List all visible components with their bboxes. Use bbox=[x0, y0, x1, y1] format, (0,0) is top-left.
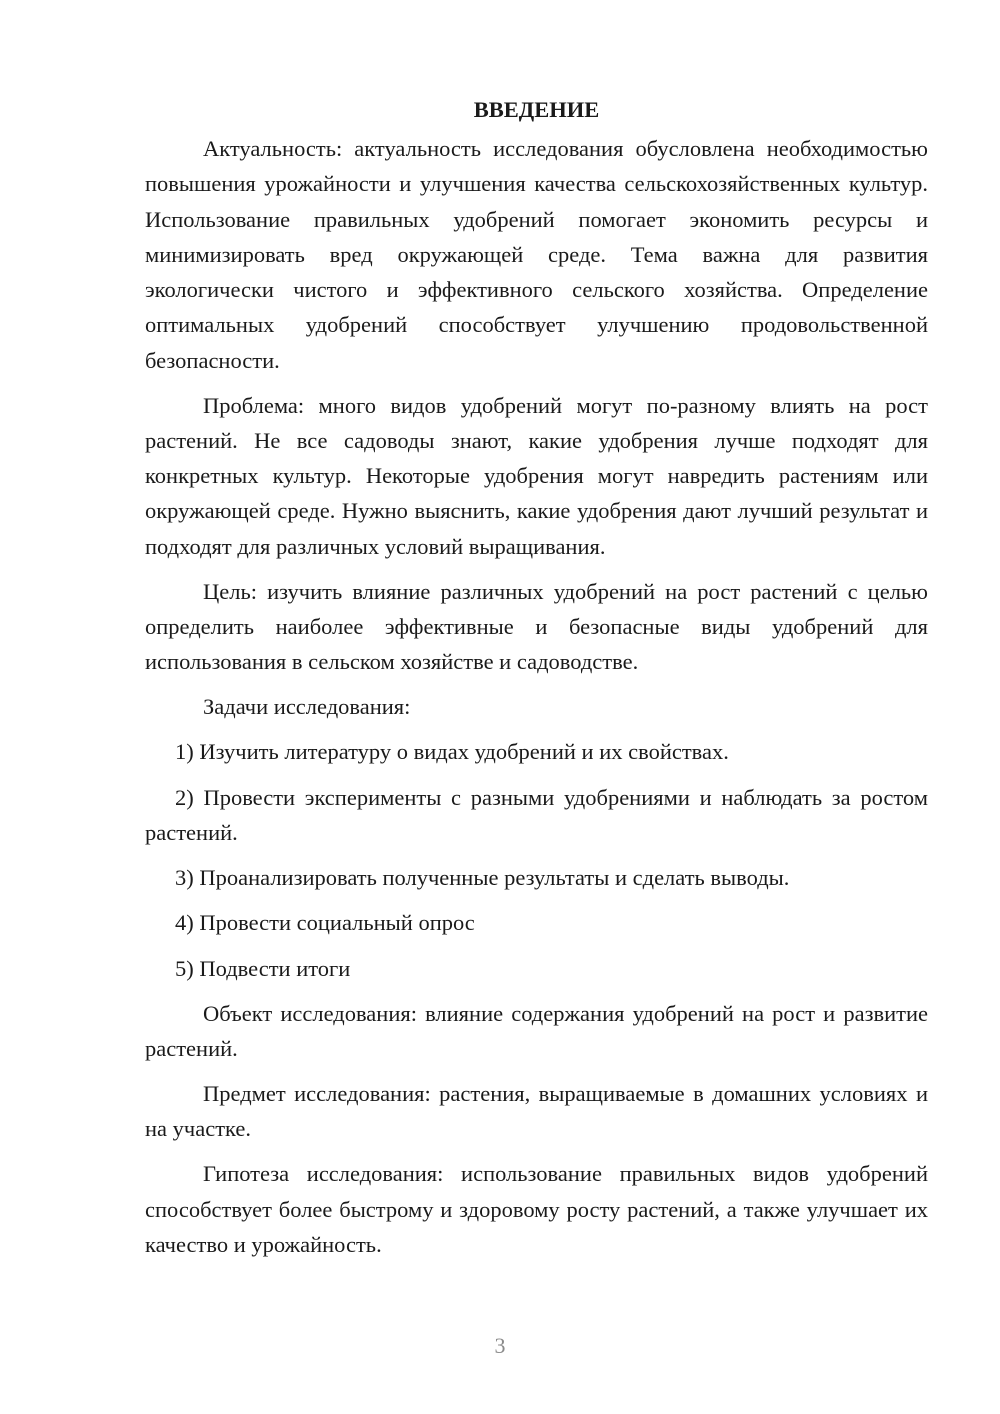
document-page bbox=[145, 92, 928, 1272]
section-title: ВВЕДЕНИЕ bbox=[473, 97, 600, 122]
subject-paragraph: Предмет исследования: растения, выращиваемые в домашних условиях и на участке. bbox=[145, 1081, 928, 1142]
task-item-3: 3) Проанализировать полученные результаты и сделать выводы. bbox=[175, 865, 790, 891]
hypothesis-paragraph: Гипотеза исследования: использование правильных видов удобрений способствует более быстрому и здоровому росту растений, а также улучшает их качество и урожайность. bbox=[145, 1161, 928, 1257]
relevance-paragraph: Актуальность: актуальность исследования обусловлена необходимостью повышения урожайности и улучшения качества сельскохозяйственных культур. Использование правильных удобрений помогает экономить ресурсы и минимизировать вред окружающей среде. Тема важна для развития экологически чистого и эффективного сельского хозяйства. Определение оптимальных удобрений способствует улучшению продовольственной безопасности. bbox=[145, 136, 928, 373]
tasks-heading: Задачи исследования: bbox=[203, 693, 411, 719]
page-number: 3 bbox=[494, 1333, 506, 1358]
task-item-5: 5) Подвести итоги bbox=[175, 955, 351, 981]
task-item-2: 2) Провести эксперименты с разными удобрениями и наблюдать за ростом растений. bbox=[145, 784, 928, 845]
task-item-1: 1) Изучить литературу о видах удобрений и их свойствах. bbox=[175, 739, 729, 765]
task-item-4: 4) Провести социальный опрос bbox=[175, 910, 475, 936]
problem-paragraph: Проблема: много видов удобрений могут по-разному влиять на рост растений. Не все садоводы знают, какие удобрения лучше подходят для конкретных культур. Некоторые удобрения могут навредить растениям или окружающей среде. Нужно выяснить, какие удобрения дают лучший результат и подходят для различных условий выращивания. bbox=[145, 392, 928, 559]
object-paragraph: Объект исследования: влияние содержания удобрений на рост и развитие растений. bbox=[145, 1001, 928, 1062]
goal-paragraph: Цель: изучить влияние различных удобрений на рост растений с целью определить наиболее эффективные и безопасные виды удобрений для использования в сельском хозяйстве и садоводстве. bbox=[145, 578, 928, 675]
